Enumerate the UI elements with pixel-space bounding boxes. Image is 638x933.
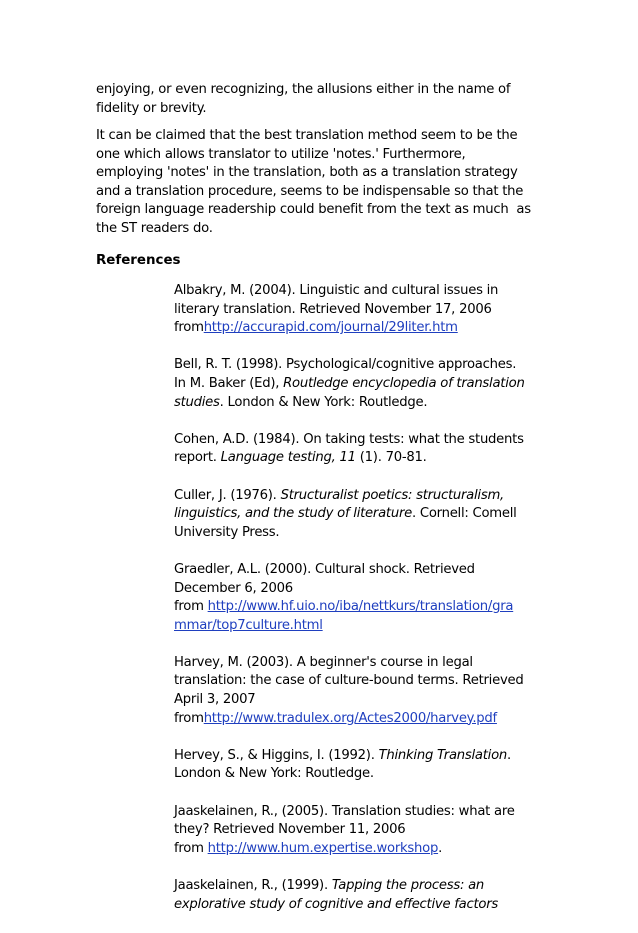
reference-line xyxy=(174,394,546,413)
reference-line: Harvey, M. (2003). A beginner's course in legal xyxy=(174,654,473,670)
reference-line xyxy=(174,449,546,468)
reference-text: . xyxy=(507,747,511,763)
body-paragraph xyxy=(96,127,546,239)
reference-line: literary translation. Retrieved November 17, 2006 xyxy=(174,301,492,317)
reference-entry xyxy=(174,282,546,338)
reference-entry xyxy=(174,431,546,468)
reference-line: Albakry, M. (2004). Linguistic and cultural issues in xyxy=(174,283,499,298)
reference-link[interactable]: mmar/top7culture.html xyxy=(174,617,323,633)
reference-text: Hervey, S., & Higgins, I. (1992). xyxy=(174,747,379,763)
paragraph-line: It can be claimed that the best translation method seem to be the xyxy=(96,128,518,143)
reference-entry xyxy=(174,877,546,914)
paragraph-line: employing 'notes' in the translation, both as a translation strategy xyxy=(96,165,518,181)
reference-entry xyxy=(174,561,546,635)
reference-title: Tapping the process: an xyxy=(331,878,485,893)
reference-title: explorative study of cognitive and effective factors xyxy=(174,896,499,912)
paragraph-line: foreign language readership could benefit from the text as much as xyxy=(96,202,531,218)
reference-line: Graedler, A.L. (2000). Cultural shock. Retrieved xyxy=(174,561,475,577)
reference-text: . London & New York: Routledge. xyxy=(219,394,428,410)
reference-title: Routledge encyclopedia of translation xyxy=(283,375,525,391)
reference-text: report. xyxy=(174,450,221,466)
reference-line xyxy=(174,747,546,766)
paragraph-line: fidelity or brevity. xyxy=(96,100,207,116)
reference-line xyxy=(174,877,546,896)
paragraph-line: one which allows translator to utilize 'notes.' Furthermore, xyxy=(96,146,466,162)
reference-line: April 3, 2007 xyxy=(174,692,256,708)
reference-title: linguistics, and the study of literature xyxy=(174,506,412,522)
reference-line xyxy=(174,840,546,859)
references-list xyxy=(174,282,546,933)
paragraph-line: the ST readers do. xyxy=(96,220,213,236)
reference-entry xyxy=(174,654,546,728)
reference-line xyxy=(174,375,546,394)
reference-title: Thinking Translation xyxy=(378,747,508,763)
reference-title: Language testing, 11 xyxy=(220,450,356,466)
reference-link[interactable]: http://www.hum.expertise.workshop xyxy=(207,840,439,856)
reference-text: . Cornell: Comell xyxy=(411,506,517,522)
references-heading: References xyxy=(96,253,181,268)
reference-line: they? Retrieved November 11, 2006 xyxy=(174,822,406,838)
reference-line xyxy=(174,896,546,915)
reference-link[interactable]: http://www.hf.uio.no/iba/nettkurs/translation/gra xyxy=(207,599,514,615)
reference-text: Jaaskelainen, R., (1999). xyxy=(174,878,332,893)
reference-line xyxy=(174,617,546,636)
reference-text: . xyxy=(438,840,443,856)
reference-line: London & New York: Routledge. xyxy=(174,766,374,782)
reference-line: University Press. xyxy=(174,524,280,540)
reference-text: from xyxy=(174,320,204,336)
reference-entry xyxy=(174,747,546,784)
reference-line xyxy=(174,598,546,617)
reference-text: from xyxy=(174,840,208,856)
reference-line: Bell, R. T. (1998). Psychological/cognitive approaches. xyxy=(174,357,517,373)
reference-line xyxy=(174,319,546,338)
body-paragraph xyxy=(96,81,546,118)
reference-link[interactable]: http://accurapid.com/journal/29liter.htm xyxy=(203,320,458,336)
reference-line: Cohen, A.D. (1984). On taking tests: what the students xyxy=(174,431,524,447)
reference-line: translation: the case of culture-bound terms. Retrieved xyxy=(174,673,524,689)
reference-line: Jaaskelainen, R., (2005). Translation studies: what are xyxy=(174,803,515,819)
reference-line xyxy=(174,505,546,524)
paragraph-line: enjoying, or even recognizing, the allusions either in the name of xyxy=(96,82,511,97)
reference-line xyxy=(174,710,546,729)
reference-text: from xyxy=(174,710,204,726)
reference-entry xyxy=(174,487,546,543)
reference-line xyxy=(174,487,546,506)
reference-entry xyxy=(174,803,546,859)
reference-text: Culler, J. (1976). xyxy=(174,487,281,503)
paragraph-line: and a translation procedure, seems to be indispensable so that the xyxy=(96,183,524,199)
reference-title: studies xyxy=(174,394,220,410)
reference-link[interactable]: http://www.tradulex.org/Actes2000/harvey.pdf xyxy=(203,710,497,726)
reference-text: In M. Baker (Ed), xyxy=(174,375,284,391)
reference-title: Structuralist poetics: structuralism, xyxy=(280,487,504,503)
reference-entry xyxy=(174,356,546,412)
reference-text: (1). 70-81. xyxy=(355,450,427,466)
reference-text: from xyxy=(174,599,208,615)
reference-line: December 6, 2006 xyxy=(174,580,293,596)
